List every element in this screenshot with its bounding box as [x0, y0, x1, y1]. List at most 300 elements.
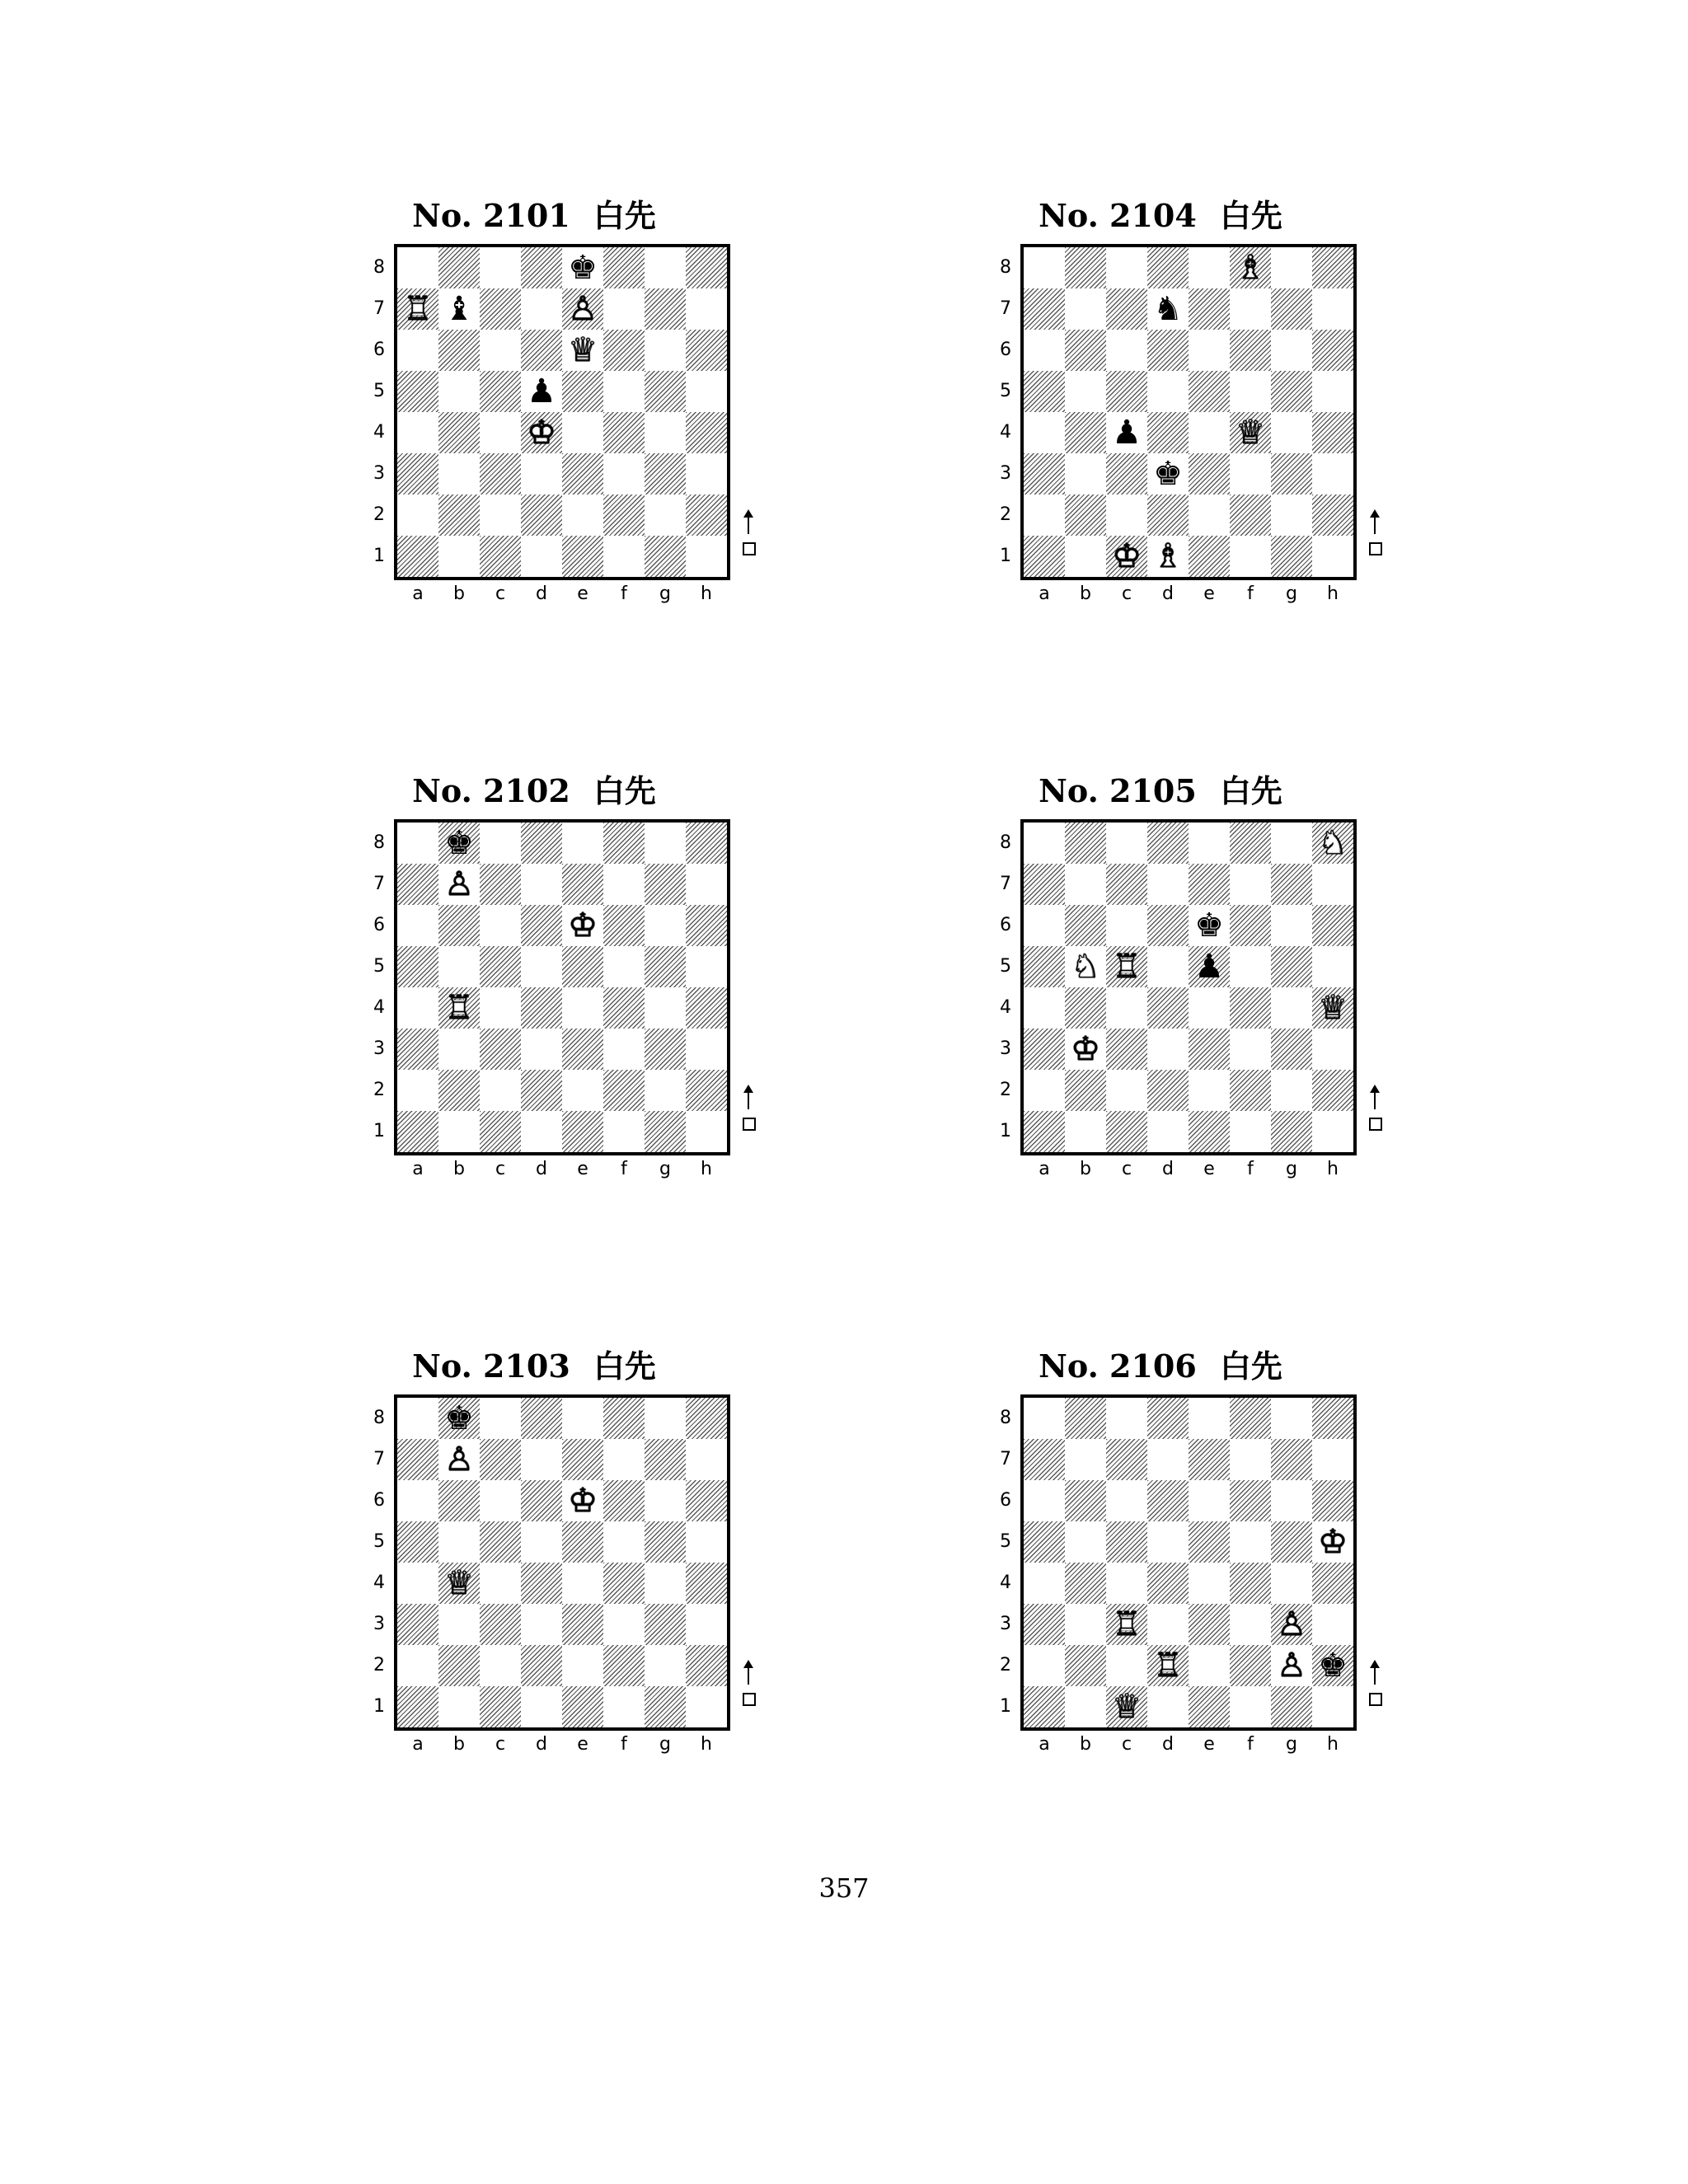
square-g2: [1271, 494, 1312, 536]
square-g3: [1271, 453, 1312, 494]
white-pawn-icon: ♙ ♟: [562, 288, 603, 330]
square-f7: [1230, 288, 1271, 330]
square-a2: [397, 494, 438, 536]
square-e2: [1189, 1645, 1230, 1686]
square-e2: [562, 1645, 603, 1686]
puzzle-title: [336, 766, 732, 816]
rank-label: 2: [373, 1655, 385, 1675]
square-a2: [1024, 494, 1065, 536]
square-a5: [397, 371, 438, 412]
square-b3: [438, 1029, 480, 1070]
square-f4: [603, 987, 645, 1029]
square-c1: [1106, 1111, 1147, 1152]
square-g7: [645, 1439, 686, 1480]
chess-board: [394, 244, 730, 580]
square-d8: [1147, 823, 1189, 864]
square-a5: [1024, 371, 1065, 412]
square-c5: [480, 1521, 521, 1563]
square-g5: [645, 371, 686, 412]
square-f8: [603, 1398, 645, 1439]
square-e5: [562, 1521, 603, 1563]
side-to-move-indicator-icon: [740, 513, 758, 562]
square-a5: [397, 946, 438, 987]
file-label: e: [577, 1159, 588, 1179]
rank-label: 1: [373, 546, 385, 566]
file-label: c: [495, 1734, 506, 1755]
square-f8: [1230, 823, 1271, 864]
square-e4: [1189, 1563, 1230, 1604]
square-e2: [562, 1070, 603, 1111]
square-e1: [1189, 1111, 1230, 1152]
square-e7: [562, 1439, 603, 1480]
square-b7: [438, 864, 480, 905]
white-square-icon: [743, 542, 756, 555]
square-f5: [603, 371, 645, 412]
square-d5: [521, 1521, 562, 1563]
square-g1: [645, 536, 686, 577]
square-e4: [562, 987, 603, 1029]
rank-label: 2: [1000, 1080, 1011, 1100]
white-rook-icon: ♖ ♜: [438, 987, 480, 1029]
square-g1: [1271, 1686, 1312, 1727]
square-a6: [397, 330, 438, 371]
square-e4: [1189, 987, 1230, 1029]
square-g5: [1271, 946, 1312, 987]
square-c8: [1106, 1398, 1147, 1439]
rank-label: 8: [1000, 832, 1011, 853]
square-c4: [1106, 987, 1147, 1029]
square-f3: [1230, 1604, 1271, 1645]
white-pawn-icon: ♙ ♟: [438, 864, 480, 905]
square-g4: [1271, 412, 1312, 453]
square-d4: [1147, 987, 1189, 1029]
square-c2: [1106, 494, 1147, 536]
white-king-icon: ♔ ♚: [562, 1480, 603, 1521]
file-label: a: [1039, 583, 1050, 604]
file-label: h: [701, 1159, 712, 1179]
square-h7: [1312, 288, 1353, 330]
square-a1: [1024, 1686, 1065, 1727]
white-king-icon: ♔ ♚: [1065, 1029, 1106, 1070]
rank-label: 3: [1000, 1614, 1011, 1634]
square-b7: [438, 1439, 480, 1480]
rank-label: 2: [1000, 1655, 1011, 1675]
square-h4: [1312, 1563, 1353, 1604]
square-h5: [1312, 946, 1353, 987]
square-h8: [1312, 247, 1353, 288]
file-label: c: [495, 583, 506, 604]
black-pawn-icon: ♟: [527, 373, 556, 410]
square-a3: [1024, 453, 1065, 494]
square-c8: [1106, 823, 1147, 864]
rank-label: 7: [373, 1449, 385, 1469]
square-c3: [1106, 453, 1147, 494]
square-b4: [1065, 412, 1106, 453]
square-h5: [686, 371, 727, 412]
square-c6: [480, 905, 521, 946]
square-a8: [1024, 1398, 1065, 1439]
square-b5: [1065, 371, 1106, 412]
square-e8: [1189, 823, 1230, 864]
square-h8: [686, 823, 727, 864]
file-label: h: [1327, 1734, 1339, 1755]
side-to-move-indicator-icon: [1367, 513, 1385, 562]
black-pawn-icon: ♟: [1112, 414, 1142, 452]
square-f7: [1230, 1439, 1271, 1480]
side-to-move: 白先: [1219, 1348, 1282, 1385]
rank-label: 1: [1000, 546, 1011, 566]
square-d2: [521, 1070, 562, 1111]
rank-label: 2: [373, 1080, 385, 1100]
square-e6: [1189, 330, 1230, 371]
square-c6: [480, 330, 521, 371]
rank-label: 3: [1000, 1038, 1011, 1059]
square-d1: [521, 536, 562, 577]
file-label: a: [412, 583, 424, 604]
file-label: c: [495, 1159, 506, 1179]
square-f1: [1230, 536, 1271, 577]
square-f1: [603, 1686, 645, 1727]
square-d4: [1147, 1563, 1189, 1604]
square-c1: [480, 1111, 521, 1152]
chess-board: [1020, 819, 1357, 1155]
square-b5: [1065, 1521, 1106, 1563]
rank-label: 6: [1000, 1490, 1011, 1511]
rank-label: 4: [1000, 1572, 1011, 1593]
square-h7: [686, 864, 727, 905]
puzzle-number: No. 2106: [1039, 1347, 1197, 1385]
square-d5: [1147, 371, 1189, 412]
square-e7: [562, 288, 603, 330]
puzzle-number: No. 2101: [412, 197, 570, 234]
square-g8: [1271, 1398, 1312, 1439]
square-g7: [1271, 288, 1312, 330]
white-rook-icon: ♖ ♜: [1106, 946, 1147, 987]
square-b8: [1065, 823, 1106, 864]
square-h4: [1312, 987, 1353, 1029]
file-label: c: [1121, 583, 1132, 604]
square-a7: [397, 288, 438, 330]
square-d6: [1147, 1480, 1189, 1521]
square-d4: [521, 412, 562, 453]
square-d3: [521, 453, 562, 494]
file-label: d: [536, 1159, 547, 1179]
square-d4: [521, 1563, 562, 1604]
square-g7: [645, 864, 686, 905]
square-e8: [562, 1398, 603, 1439]
square-g5: [1271, 371, 1312, 412]
square-a3: [397, 1604, 438, 1645]
square-h3: [1312, 453, 1353, 494]
file-label: g: [659, 1159, 671, 1179]
square-e4: [562, 1563, 603, 1604]
square-d5: [1147, 946, 1189, 987]
square-a2: [1024, 1645, 1065, 1686]
square-a8: [397, 247, 438, 288]
file-label: e: [577, 583, 588, 604]
side-to-move: 白先: [593, 198, 656, 234]
square-c5: [1106, 1521, 1147, 1563]
square-h3: [686, 1604, 727, 1645]
square-a6: [397, 1480, 438, 1521]
square-e7: [562, 864, 603, 905]
square-b5: [1065, 946, 1106, 987]
square-f6: [1230, 905, 1271, 946]
rank-label: 5: [1000, 956, 1011, 977]
square-d7: [1147, 864, 1189, 905]
puzzle-title: [963, 191, 1358, 241]
square-c1: [1106, 536, 1147, 577]
square-f4: [603, 1563, 645, 1604]
rank-label: 3: [373, 463, 385, 484]
square-d3: [521, 1029, 562, 1070]
square-b3: [1065, 1029, 1106, 1070]
square-f6: [1230, 330, 1271, 371]
square-e6: [562, 1480, 603, 1521]
square-d2: [1147, 494, 1189, 536]
file-label: g: [1286, 1734, 1297, 1755]
square-e3: [1189, 1604, 1230, 1645]
square-e3: [1189, 1029, 1230, 1070]
black-knight-icon: ♞: [1153, 290, 1183, 328]
square-d6: [521, 1480, 562, 1521]
square-h7: [1312, 864, 1353, 905]
side-to-move-indicator-icon: [740, 1663, 758, 1713]
square-d7: [521, 864, 562, 905]
square-h3: [1312, 1604, 1353, 1645]
square-g8: [1271, 247, 1312, 288]
side-to-move: 白先: [593, 773, 656, 809]
file-label: c: [1121, 1734, 1132, 1755]
square-b8: [438, 823, 480, 864]
square-g4: [645, 1563, 686, 1604]
square-h6: [686, 330, 727, 371]
square-f4: [1230, 987, 1271, 1029]
square-c2: [480, 494, 521, 536]
file-label: e: [1203, 1734, 1215, 1755]
file-label: g: [1286, 1159, 1297, 1179]
square-h6: [1312, 1480, 1353, 1521]
square-c2: [480, 1645, 521, 1686]
square-d2: [521, 1645, 562, 1686]
square-e1: [562, 1686, 603, 1727]
square-c5: [480, 371, 521, 412]
square-g5: [1271, 1521, 1312, 1563]
square-b2: [1065, 494, 1106, 536]
file-label: f: [621, 1159, 627, 1179]
square-g3: [645, 453, 686, 494]
square-e5: [562, 371, 603, 412]
square-a1: [1024, 1111, 1065, 1152]
square-a8: [397, 823, 438, 864]
rank-label: 6: [373, 915, 385, 935]
square-f3: [1230, 1029, 1271, 1070]
chess-board: [1020, 244, 1357, 580]
square-a4: [1024, 412, 1065, 453]
black-king-icon: ♚: [1194, 907, 1224, 944]
square-h6: [686, 1480, 727, 1521]
square-h2: [686, 494, 727, 536]
square-c6: [1106, 1480, 1147, 1521]
square-b4: [1065, 1563, 1106, 1604]
square-f8: [1230, 1398, 1271, 1439]
square-e2: [1189, 494, 1230, 536]
square-c7: [480, 288, 521, 330]
rank-label: 3: [373, 1614, 385, 1634]
square-f7: [603, 288, 645, 330]
square-b2: [1065, 1070, 1106, 1111]
square-g2: [645, 494, 686, 536]
square-c8: [1106, 247, 1147, 288]
arrow-up-icon: [1374, 513, 1376, 534]
square-h7: [686, 1439, 727, 1480]
square-c8: [480, 1398, 521, 1439]
square-f1: [1230, 1111, 1271, 1152]
square-g7: [1271, 864, 1312, 905]
square-h1: [1312, 536, 1353, 577]
white-pawn-icon: ♙ ♟: [1271, 1645, 1312, 1686]
square-a2: [397, 1645, 438, 1686]
rank-label: 4: [1000, 997, 1011, 1018]
square-e8: [562, 823, 603, 864]
rank-label: 3: [1000, 463, 1011, 484]
square-b4: [1065, 987, 1106, 1029]
square-d8: [1147, 247, 1189, 288]
square-h2: [1312, 494, 1353, 536]
black-king-icon: ♚: [1318, 1647, 1348, 1685]
square-b7: [1065, 1439, 1106, 1480]
square-b6: [1065, 330, 1106, 371]
puzzle-title: [336, 1342, 732, 1391]
square-d6: [1147, 905, 1189, 946]
square-a6: [1024, 905, 1065, 946]
puzzle-title: [963, 766, 1358, 816]
rank-label: 5: [373, 1531, 385, 1552]
square-b1: [1065, 536, 1106, 577]
square-c4: [480, 412, 521, 453]
black-bishop-icon: ♝: [444, 290, 474, 328]
file-label: g: [1286, 583, 1297, 604]
square-c7: [1106, 288, 1147, 330]
rank-label: 8: [1000, 257, 1011, 278]
puzzle-2105: [963, 766, 1424, 1228]
square-f2: [603, 1070, 645, 1111]
square-a4: [397, 1563, 438, 1604]
square-e3: [1189, 453, 1230, 494]
white-rook-icon: ♖ ♜: [1106, 1604, 1147, 1645]
rank-label: 1: [1000, 1696, 1011, 1717]
file-label: d: [1162, 1734, 1174, 1755]
puzzle-number: No. 2104: [1039, 197, 1197, 234]
file-label: a: [412, 1159, 424, 1179]
square-d2: [521, 494, 562, 536]
square-a2: [397, 1070, 438, 1111]
side-to-move: 白先: [1219, 198, 1282, 234]
square-g6: [645, 905, 686, 946]
white-rook-icon: ♖ ♜: [1147, 1645, 1189, 1686]
square-g2: [1271, 1645, 1312, 1686]
square-b5: [438, 371, 480, 412]
square-d1: [1147, 1111, 1189, 1152]
square-b2: [438, 1645, 480, 1686]
square-c2: [480, 1070, 521, 1111]
square-a7: [1024, 864, 1065, 905]
puzzle-number: No. 2103: [412, 1347, 570, 1385]
square-h3: [686, 453, 727, 494]
file-label: d: [1162, 583, 1174, 604]
square-e5: [1189, 1521, 1230, 1563]
square-h7: [1312, 1439, 1353, 1480]
black-pawn-icon: ♟: [1194, 948, 1224, 986]
square-b4: [438, 412, 480, 453]
rank-label: 4: [1000, 422, 1011, 443]
square-b6: [438, 330, 480, 371]
square-h1: [686, 1686, 727, 1727]
black-king-icon: ♚: [444, 824, 474, 862]
square-h2: [1312, 1645, 1353, 1686]
square-h7: [686, 288, 727, 330]
square-b4: [438, 1563, 480, 1604]
square-b6: [438, 905, 480, 946]
square-h4: [686, 412, 727, 453]
square-a7: [397, 1439, 438, 1480]
square-g8: [1271, 823, 1312, 864]
file-label: e: [1203, 1159, 1215, 1179]
square-g6: [645, 1480, 686, 1521]
puzzle-2104: [963, 191, 1424, 653]
square-b1: [438, 536, 480, 577]
square-a8: [1024, 823, 1065, 864]
square-c1: [1106, 1686, 1147, 1727]
rank-label: 5: [1000, 381, 1011, 401]
white-bishop-icon: ♗ ♝: [1147, 536, 1189, 577]
white-queen-icon: ♕ ♛: [438, 1563, 480, 1604]
square-g1: [645, 1111, 686, 1152]
white-queen-icon: ♕ ♛: [1312, 987, 1353, 1029]
side-to-move: 白先: [593, 1348, 656, 1385]
file-label: a: [1039, 1734, 1050, 1755]
chess-board: [1020, 1394, 1357, 1731]
square-e7: [1189, 1439, 1230, 1480]
square-f4: [1230, 1563, 1271, 1604]
black-king-icon: ♚: [568, 249, 598, 287]
square-h4: [686, 1563, 727, 1604]
square-e8: [562, 247, 603, 288]
square-a4: [397, 987, 438, 1029]
square-a8: [397, 1398, 438, 1439]
square-b8: [1065, 1398, 1106, 1439]
file-label: a: [1039, 1159, 1050, 1179]
square-a3: [1024, 1029, 1065, 1070]
side-to-move-indicator-icon: [1367, 1663, 1385, 1713]
page-number: 357: [818, 1872, 870, 1904]
white-square-icon: [743, 1693, 756, 1706]
square-h6: [686, 905, 727, 946]
file-label: c: [1121, 1159, 1132, 1179]
square-e3: [562, 1029, 603, 1070]
square-c2: [1106, 1070, 1147, 1111]
file-label: d: [536, 583, 547, 604]
square-d6: [1147, 330, 1189, 371]
square-b3: [1065, 453, 1106, 494]
square-f6: [1230, 1480, 1271, 1521]
square-b4: [438, 987, 480, 1029]
square-c3: [1106, 1029, 1147, 1070]
white-queen-icon: ♕ ♛: [1106, 1686, 1147, 1727]
square-f6: [603, 330, 645, 371]
square-a1: [1024, 536, 1065, 577]
square-h1: [1312, 1686, 1353, 1727]
